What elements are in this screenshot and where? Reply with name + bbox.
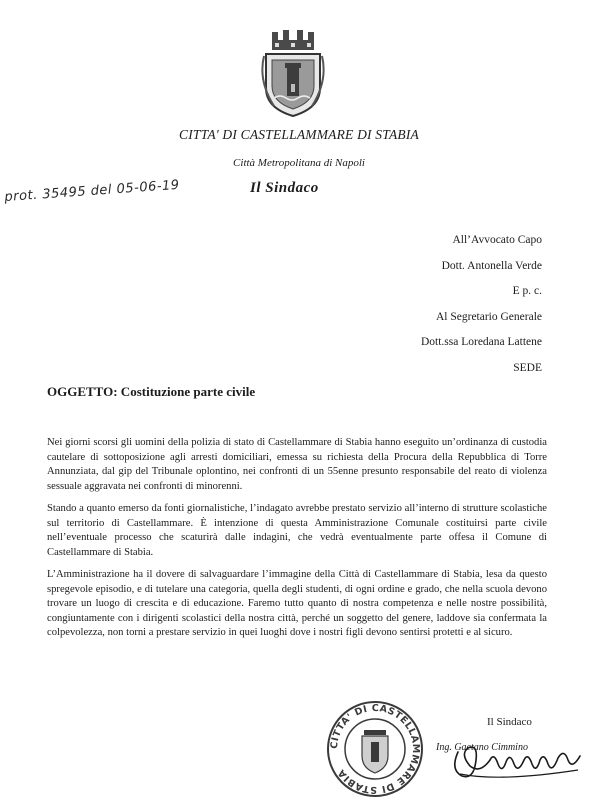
handwritten-protocol-note: prot. 35495 del 05-06-19	[4, 177, 181, 205]
recipient-line: E p. c.	[512, 285, 542, 298]
subject-line: OGGETTO: Costituzione parte civile	[47, 384, 256, 399]
city-title: CITTA' DI CASTELLAMMARE DI STABIA	[179, 127, 419, 142]
body-paragraph: Nei giorni scorsi gli uomini della polizia di stato di Castellammare di Stabia hanno eseguito un’ordinanza di custodia cautelare di sottoposizione agli arresti domiciliari, emessa su richiesta della Procura della Repubblica di Torre Annunziata, dal gip del Tribunale oplontino, nei confronti di un 55enne presunto responsabile del reato di violenza sessuale aggravata nei confronti di minorenni.	[47, 437, 547, 492]
handwritten-signature	[440, 730, 590, 785]
recipient-line: Dott.ssa Loredana Lattene	[420, 336, 542, 349]
recipient-line: All’Avvocato Capo	[452, 234, 542, 246]
body-paragraph: Stando a quanto emerso da fonti giornalistiche, l’indagato avrebbe prestato servizio all’interno di strutture scolastiche sul territorio di Castellammare. È intenzione di questa Amministrazione Comunale costituirsi parte civile nell’eventuale processo che scaturirà dalle indagini, che vedrà eventualmente parte offesa il Comune di Castellammare di Stabia.	[47, 503, 547, 558]
office-heading: Il Sindaco	[250, 180, 319, 196]
letter-body	[47, 436, 547, 649]
official-seal-stamp	[326, 700, 424, 798]
city-coat-of-arms-icon	[258, 26, 328, 118]
recipient-block	[242, 228, 542, 382]
recipient-line: Dott. Antonella Verde	[441, 259, 542, 272]
body-paragraph: L’Amministrazione ha il dovere di salvaguardare l’immagine della Città di Castellammare di Stabia, lesa da questo spregevole episodio, e di tutelare una categoria, quella degli studenti, di ogni ordine e grado, che nella scuola devono trovare un luogo di crescita e di educazione. Faremo tutto quanto di nostra competenza e nelle nostre possibilità, congiuntamente con i dirigenti scolastici della nostra città, perché un soggetto del genere, laddove sia confermata la colpevolezza, non torni a prestare servizio in quei luoghi dove i nostri figli devono sentirsi protetti e al sicuro.	[47, 569, 547, 638]
recipient-line: Al Segretario Generale	[435, 310, 542, 323]
seal-ring-text: CITTA' DI CASTELLAMMARE DI STABIA	[328, 702, 422, 796]
metropolitan-subtitle: Città Metropolitana di Napoli	[233, 157, 365, 169]
signatory-name: Ing. Gaetano Cimmino	[436, 742, 528, 753]
signature-title: Il Sindaco	[487, 716, 532, 728]
recipient-line: SEDE	[513, 361, 542, 374]
